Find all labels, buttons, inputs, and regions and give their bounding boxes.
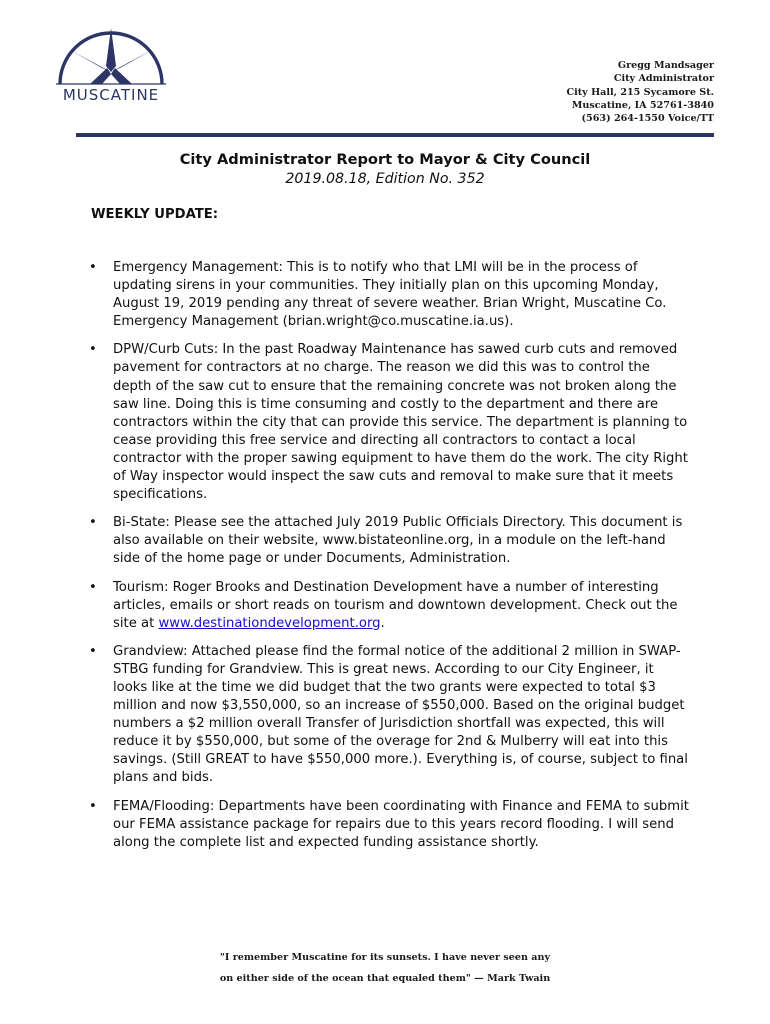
section-heading: WEEKLY UPDATE:: [91, 207, 219, 222]
list-item-fema-flooding: [89, 798, 689, 852]
contact-block: [566, 59, 714, 125]
bullet-icon: •: [89, 798, 97, 814]
bullet-icon: •: [89, 260, 97, 275]
bullet-icon: •: [89, 342, 97, 358]
quote-line-2: on either side of the ocean that equaled them" — Mark Twain: [219, 973, 551, 984]
list-item-text: Emergency Management: This is to notify who that LMI will be in the process of updating sirens in your communities. They initially plan on this upcoming Monday, August 19, 2019 pending any threat of severe weather. Brian Wright, Muscatine Co. Emergency Management (brian.wright@co.muscatine.ia.us).: [113, 260, 667, 330]
footer-quote: [0, 947, 770, 989]
list-item-text: Bi-State: Please see the attached July 2019 Public Officials Directory. This document is also available on their website, www.bistateonline.org, in a module on the left-hand side of the home page or under Documents, Administration.: [113, 515, 683, 567]
muscatine-logo: [52, 22, 170, 108]
contact-address: City Hall, 215 Sycamore St.: [566, 86, 714, 98]
list-item-text: Grandview: Attached please find the formal notice of the additional 2 million in SWAP-STBG funding for Grandview. This is great news. According to our City Engineer, it looks like at the time we did budget that the two grants were expected to total $3 million and now $3,550,000, so an increase of $550,000. Based on the original budget numbers a $2 million overall Transfer of Jurisdiction shortfall was expected, this will reduce it by $550,000, but some of the overage for 2nd & Mulberry will eat into this savings. (Still GREAT to have $550,000 more.). Everything is, of course, subject to final plans and bids.: [113, 643, 688, 786]
list-item-emergency-management: [89, 259, 689, 331]
contact-phone: (563) 264-1550 Voice/TT: [581, 113, 714, 125]
contact-name: Gregg Mandsager: [617, 60, 714, 71]
page-title: City Administrator Report to Mayor & City Council: [179, 151, 591, 168]
sunrise-emblem-icon: [52, 22, 170, 86]
bullet-icon: •: [89, 643, 97, 659]
quote-line-1: "I remember Muscatine for its sunsets. I have never seen any: [219, 952, 551, 963]
page-subtitle: 2019.08.18, Edition No. 352: [285, 171, 485, 187]
destination-development-link[interactable]: www.destinationdevelopment.org: [158, 615, 381, 631]
list-item-text: Tourism: Roger Brooks and Destination Development have a number of interesting articles, emails or short reads on tourism and downtown development. Check out the site at: [113, 579, 678, 631]
bullet-icon: •: [89, 515, 97, 531]
logo-wordmark: MUSCATINE: [62, 86, 160, 104]
contact-city: Muscatine, IA 52761-3840: [571, 99, 714, 111]
list-item-bi-state: [89, 514, 689, 568]
list-item-curb-cuts: [89, 341, 689, 504]
list-item-text: FEMA/Flooding: Departments have been coordinating with Finance and FEMA to submit our FEMA assistance package for repairs due to this years record flooding. I will send along the complete list and expected funding assistance shortly.: [113, 798, 689, 850]
list-item-tourism: [89, 579, 689, 633]
header-divider: [76, 133, 714, 137]
list-item-text: DPW/Curb Cuts: In the past Roadway Maintenance has sawed curb cuts and removed pavement for contractors at no charge. The reason we did this was to control the depth of the saw cut to ensure that the remaining concrete was not broken along the saw line. Doing this is time consuming and costly to the department and there are contractors within the city that can provide this service. The department is planning to cease providing this free service and directing all contractors to contact a local contractor with the proper sawing equipment to have them do the work. The city Right of Way inspector would inspect the saw cuts and removal to make sure that it meets specifications.: [113, 342, 688, 503]
contact-role: City Administrator: [613, 73, 714, 85]
list-item-grandview: [89, 643, 689, 788]
bullet-icon: •: [89, 579, 97, 595]
update-list: [89, 259, 689, 862]
list-item-text-end: .: [380, 615, 385, 631]
